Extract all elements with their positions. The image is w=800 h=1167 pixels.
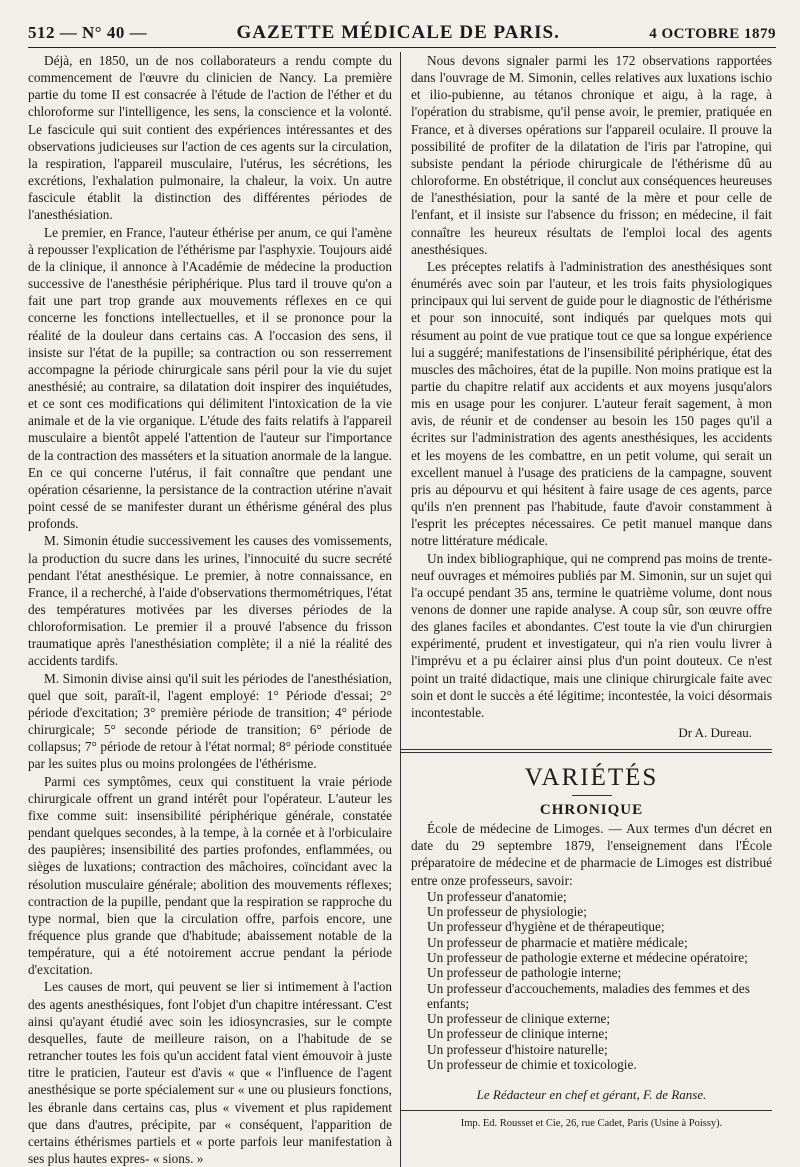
list-item: Un professeur de pathologie externe et médecine opératoire; (427, 949, 748, 965)
section-subtitle: CHRONIQUE (539, 802, 644, 819)
printer-imprint: Imp. Ed. Rousset et Cie, 26, rue Cadet, Paris (Usine à Poissy). (460, 1118, 723, 1130)
title-dash (572, 795, 612, 796)
right-column (400, 52, 772, 1167)
paragraph: Les préceptes relatifs à l'administration des anesthésiques sont énumérés avec soin par l'auteur, et les trois faits physiologiques principaux qui lui servent de guide pour le diagnostic de l'éthérisme et pour son innocuité, sont indiqués par quelques mots qui résument au point de vue pratique tout ce que sa longue expérience lui a suggéré; manifestations de l'insensibilité périphérique, état des muscles des mâchoires, état de la pupille. Non moins pratique est la partie du chapitre relatif aux accidents et aux moyens jusqu'alors mis en usage pour les conjurer. L'auteur ferait sagement, à mon avis, de réunir et de condenser au besoin les 150 pages qu'il a écrites sur l'administration des agents anesthésiques, les accidents et les moyens de les combattre, en un petit volume, qui serait un excellent manuel à l'usage des praticiens de la campagne, souvent pris au dépourvu et qui hésitent à faire usage de ces agents, parce qu'ils n'en prennent pas l'habitude, faute d'avoir constamment à l'esprit les préceptes nécessaires. Ce petit manuel manque dans notre littérature médicale. (411, 258, 772, 549)
paragraph: Parmi ces symptômes, ceux qui constituent la vraie période chirurgicale offrent un grand intérêt pour l'opérateur. L'auteur les fixe comme suit: insensibilité périphérique générale, constatée pendant quelques secondes, à la tempe, à la cornée et à l'orbiculaire des paupières; insensibilité des parties profondes, enflammées, ou sièges de luxations; contraction des mâchoires, coïncidant avec la résolution musculaire générale; abolition des mouvements réflexes; contraction de la pupille, pendant que la respiration se rapproche du type normal, bien que la circulation offre, parfois encore, une fréquence plus grande que d'habitude; abaissement notable de la température, qui a été notoirement accrue pendant la période d'excitation. (28, 773, 392, 978)
paragraph: M. Simonin divise ainsi qu'il suit les périodes de l'anesthésiation, quel que soit, paraît-il, l'agent employé: 1° Période d'essai; 2° période d'excitation; 3° première période de transition; 4° période chirurgicale; 5° seconde période de transition; 6° période de collapsus; 7° période de retour à l'état normal; 8° période constituée par les suites plus ou moins prolongées de l'éthérisme. (28, 670, 392, 772)
list-item: Un professeur de pharmacie et matière médicale; (427, 934, 688, 950)
professor-list (411, 889, 772, 1073)
left-column (28, 52, 400, 1167)
footer-rule (401, 1110, 772, 1111)
section-divider (401, 749, 772, 753)
paragraph: Le premier, en France, l'auteur éthérise per anum, ce qui l'amène à repousser l'explication de l'éthérisme par l'asphyxie. Toujours aidé de la clinique, il annonce à l'Académie de médecine la production successive de l'anesthésie périphérique. Plus tard il trouve qu'on a fait une part trop grande aux mouvements réflexes en ce qui concerne les fonctions intellectuelles, et il se prononce pour la réalité de la douleur dans certains cas. A l'occasion des sens, il insiste sur l'état de la pupille; sa contraction ou son resserrement accompagne la période chirurgicale sans péril pour la vie du sujet anesthésié; au contraire, sa dilatation doit inspirer des inquiétudes, et ce sont ces modifications qui délimitent l'intoxication de la vie animale et de la vie organique. L'étude des faits relatifs à l'appareil musculaire a bientôt appelé l'attention de l'auteur sur l'importance de la contraction des masséters et la situation anormale de la langue. En ce qui concerne l'utérus, il fait connaître que pendant une opération césarienne, la persistance de la contraction utérine n'avait point cessé de se manifester durant un éthérisme général des plus profonds. (28, 224, 392, 532)
list-item: Un professeur d'hygiène et de thérapeutique; (427, 919, 665, 935)
chronique-intro: École de médecine de Limoges. — Aux termes d'un décret en date du 29 septembre 1879, l'enseignement dans l'École préparatoire de médecine et de pharmacie de Limoges est distribué entre onze professeurs, savoir: (411, 821, 772, 888)
list-item: Un professeur de chimie et toxicologie. (427, 1056, 637, 1072)
paragraph: Déjà, en 1850, un de nos collaborateurs a rendu compte du commencement de l'œuvre du clinicien de Nancy. La première partie du tome II est consacrée à l'étude de l'action de l'éther et du chloroforme sur l'intelligence, les sens, la conscience et la volonté. Le fascicule qui suit contient des expériences intéressantes et des observations judicieuses sur l'action de ces agents sur la circulation, la respiration, l'appareil musculaire, l'utérus, les sécrétions, les excrétions, l'exhalation pulmonaire, la chaleur, la voix. Un autre fascicule établit la distinction des différentes périodes de l'anesthésiation. (28, 53, 392, 223)
page-number: 512 — N° 40 — (28, 23, 148, 42)
issue-date: 4 OCTOBRE 1879 (649, 26, 776, 42)
section-title: VARIÉTÉS (524, 764, 659, 792)
paragraph: Un index bibliographique, qui ne comprend pas moins de trente-neuf ouvrages et mémoires publiés par M. Simonin, sur un sujet qui l'a occupé pendant 35 ans, termine le quatrième volume, dont nous venons de donner une rapide analyse. A coup sûr, son œuvre offre des glanes faciles et abondantes. C'est toute la vie d'un chirurgien expérimenté, prudent et investigateur, qui n'a rien voulu livrer à l'imprévu et a pu éclairer ainsi plus d'un point douteux. Ce n'est point un traité didactique, mais une clinique chirurgicale faite avec soin et dont le succès a été légitime; incontestée, la voici désormais incontestable. (411, 550, 772, 720)
list-item: Un professeur de physiologie; (427, 904, 587, 920)
page-header (28, 22, 776, 48)
list-item: Un professeur d'histoire naturelle; (427, 1041, 608, 1057)
paragraph: M. Simonin étudie successivement les causes des vomissements, la production du sucre dans les urines, l'innocuité du sucre secrété pendant l'état anesthésique. Le premier, à notre connaissance, en France, il a recherché, à l'aide d'observations thermométriques, l'état des températures motivées par les diverses périodes de la chloroformisation. Le premier il a prouvé l'absence du frisson traumatique après l'anesthésiation complète; il a nié la réalité des accidents tardifs. (28, 533, 392, 669)
list-item: Un professeur d'accouchements, maladies des femmes et des enfants; (427, 980, 750, 1011)
paragraph: Nous devons signaler parmi les 172 observations rapportées dans l'ouvrage de M. Simonin, celles relatives aux luxations ischio et ilio-pubienne, au tétanos chronique et aigu, à la rage, à l'opération du strabisme, qu'il pense avoir, le premier, pratiquée en France, et à diverses opérations sur l'appareil oculaire. Il prouve la possibilité de profiter de la dilatation de l'iris par l'atropine, qui subsiste pendant la période chirurgicale de l'éthérisme dû au chloroforme. En obstétrique, il conclut aux conséquences heureuses de l'anesthésiation, pour la santé de la mère et pour celle de l'enfant, et il insiste sur l'absence du frisson; en médecine, il fait connaître les heureux résultats de l'emploi local des agents anesthésiques. (411, 53, 772, 257)
list-item: Un professeur de clinique interne; (427, 1026, 608, 1042)
editor-credit: Le Rédacteur en chef et gérant, F. de Ranse. (476, 1087, 707, 1103)
journal-title: GAZETTE MÉDICALE DE PARIS. (236, 22, 560, 43)
article-signature: Dr A. Dureau. (678, 725, 752, 741)
list-item: Un professeur de pathologie interne; (427, 965, 622, 981)
list-item: Un professeur de clinique externe; (427, 1011, 611, 1027)
two-column-body (28, 52, 776, 1167)
paragraph: Les causes de mort, qui peuvent se lier si intimement à l'action des agents anesthésiques, font l'objet d'un chapitre intéressant. C'est ainsi qu'ayant étudié avec soin les idiosyncrasies, sur le compte desquelles, faute de meilleure raison, on a l'habitude de se retrancher toutes les fois qu'un accident fatal vient émouvoir à juste titre le praticien, l'auteur est d'avis « que « l'influence de l'agent anesthésique se porte spécialement sur « une ou plusieurs fonctions, les ébranle dans certains cas, plus « vivement et plus rapidement que dans d'autres, précipite, par « conséquent, l'apparition de certains éthérismes partiels et « porte parfois leur manifestation à ses plus hautes expres- « sions. » (28, 979, 392, 1166)
list-item: Un professeur d'anatomie; (427, 888, 567, 904)
